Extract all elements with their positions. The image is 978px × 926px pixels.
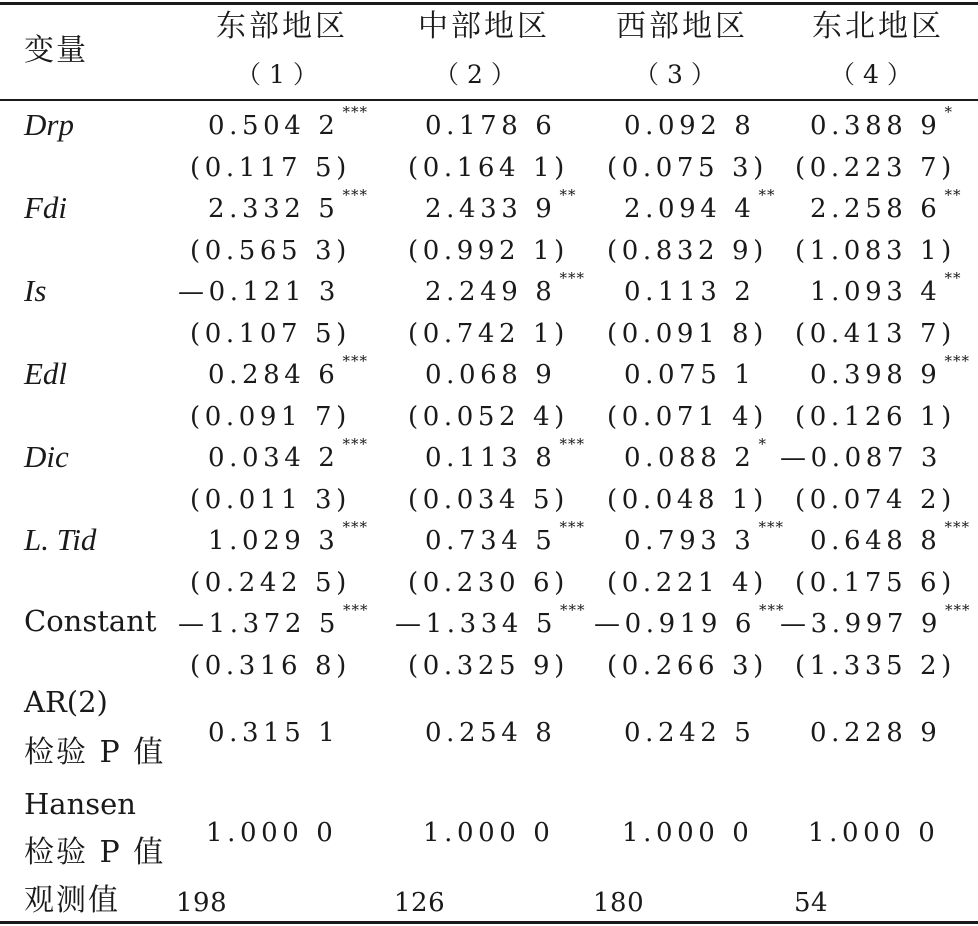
standard-error-value: (0.091 7) xyxy=(190,402,351,432)
coefficient-value: 0.178 6 xyxy=(425,111,557,141)
hansen-p-value: 1.000 0 xyxy=(808,818,940,848)
column-title: 西部地区 xyxy=(616,9,748,44)
standard-error-value: (0.832 9) xyxy=(607,236,768,266)
standard-error-value: (1.335 2) xyxy=(795,651,956,681)
significance-stars: *** xyxy=(342,352,368,370)
significance-stars: ** xyxy=(944,269,962,287)
coefficient-value: 0.092 8 xyxy=(624,111,756,141)
coefficient-value: —0.919 6 xyxy=(594,609,757,639)
column-index: （1） xyxy=(236,60,326,89)
coefficient-value: 0.504 2 xyxy=(208,111,340,141)
significance-stars: ** xyxy=(944,186,962,204)
coefficient-value: 0.075 1 xyxy=(624,360,756,390)
coefficient-value: 2.332 5 xyxy=(208,194,340,224)
coefficient-value: 2.433 9 xyxy=(425,194,557,224)
row-variable-label: Constant xyxy=(24,604,157,638)
coefficient-value: 0.088 2 xyxy=(624,443,756,473)
column-index: （3） xyxy=(634,60,724,89)
coefficient-value: 0.068 9 xyxy=(425,360,557,390)
coefficient-value: 0.734 5 xyxy=(425,526,557,556)
observations-value: 198 xyxy=(176,888,228,918)
significance-stars: *** xyxy=(342,186,368,204)
coefficient-value: 0.793 3 xyxy=(624,526,756,556)
standard-error-value: (0.074 2) xyxy=(795,485,956,515)
significance-stars: *** xyxy=(944,518,970,536)
coefficient-value: 0.388 9 xyxy=(810,111,942,141)
significance-stars: *** xyxy=(342,518,368,536)
standard-error-value: (0.011 3) xyxy=(190,485,351,515)
ar2-label-line1: AR(2) xyxy=(24,685,108,719)
variable-header: 变量 xyxy=(24,33,88,68)
coefficient-value: —1.372 5 xyxy=(178,609,341,639)
significance-stars: *** xyxy=(559,269,585,287)
significance-stars: ** xyxy=(758,186,776,204)
column-title: 中部地区 xyxy=(418,9,550,44)
standard-error-value: (0.091 8) xyxy=(607,319,768,349)
observations-label: 观测值 xyxy=(24,883,120,918)
hansen-p-value: 1.000 0 xyxy=(423,818,555,848)
standard-error-value: (0.034 5) xyxy=(408,485,569,515)
standard-error-value: (0.242 5) xyxy=(190,568,351,598)
coefficient-value: 0.034 2 xyxy=(208,443,340,473)
significance-stars: *** xyxy=(759,601,785,619)
ar2-p-value: 0.242 5 xyxy=(624,718,756,748)
observations-value: 126 xyxy=(394,888,446,918)
hansen-p-value: 1.000 0 xyxy=(206,818,338,848)
ar2-p-value: 0.315 1 xyxy=(208,718,340,748)
standard-error-value: (1.083 1) xyxy=(795,236,956,266)
significance-stars: *** xyxy=(560,601,586,619)
standard-error-value: (0.992 1) xyxy=(408,236,569,266)
standard-error-value: (0.565 3) xyxy=(190,236,351,266)
standard-error-value: (0.742 1) xyxy=(408,319,569,349)
row-variable-label: Edl xyxy=(24,356,68,391)
standard-error-value: (0.117 5) xyxy=(190,153,351,183)
observations-value: 54 xyxy=(794,888,829,918)
coefficient-value: 1.029 3 xyxy=(208,526,340,556)
standard-error-value: (0.075 3) xyxy=(607,153,768,183)
coefficient-value: 0.648 8 xyxy=(810,526,942,556)
coefficient-value: —3.997 9 xyxy=(780,609,943,639)
table-bottom-rule xyxy=(0,921,978,924)
standard-error-value: (0.325 9) xyxy=(408,651,569,681)
coefficient-value: 0.113 2 xyxy=(624,277,756,307)
table-top-rule xyxy=(0,2,978,5)
coefficient-value: 2.258 6 xyxy=(810,194,942,224)
hansen-label-line1: Hansen xyxy=(24,787,136,821)
hansen-label-line2: 检验 P 值 xyxy=(24,835,166,870)
standard-error-value: (0.316 8) xyxy=(190,651,351,681)
standard-error-value: (0.175 6) xyxy=(795,568,956,598)
coefficient-value: —0.121 3 xyxy=(178,277,341,307)
table-header-rule xyxy=(0,99,978,101)
coefficient-value: —1.334 5 xyxy=(395,609,558,639)
significance-stars: *** xyxy=(758,518,784,536)
coefficient-value: 2.094 4 xyxy=(624,194,756,224)
ar2-p-value: 0.254 8 xyxy=(425,718,557,748)
standard-error-value: (0.223 7) xyxy=(795,153,956,183)
standard-error-value: (0.048 1) xyxy=(607,485,768,515)
significance-stars: *** xyxy=(343,601,369,619)
significance-stars: *** xyxy=(945,601,971,619)
row-variable-label: Dic xyxy=(24,439,69,474)
ar2-label-line2: 检验 P 值 xyxy=(24,735,166,770)
standard-error-value: (0.164 1) xyxy=(408,153,569,183)
coefficient-value: 1.093 4 xyxy=(810,277,942,307)
significance-stars: *** xyxy=(342,103,368,121)
standard-error-value: (0.266 3) xyxy=(607,651,768,681)
significance-stars: *** xyxy=(559,518,585,536)
significance-stars: *** xyxy=(342,435,368,453)
coefficient-value: 2.249 8 xyxy=(425,277,557,307)
standard-error-value: (0.221 4) xyxy=(607,568,768,598)
column-title: 东北地区 xyxy=(812,9,944,44)
row-variable-label: Is xyxy=(24,273,47,308)
significance-stars: * xyxy=(758,435,767,453)
column-index: （4） xyxy=(830,60,920,89)
ar2-p-value: 0.228 9 xyxy=(810,718,942,748)
hansen-p-value: 1.000 0 xyxy=(622,818,754,848)
column-title: 东部地区 xyxy=(216,9,348,44)
coefficient-value: 0.398 9 xyxy=(810,360,942,390)
standard-error-value: (0.052 4) xyxy=(408,402,569,432)
standard-error-value: (0.107 5) xyxy=(190,319,351,349)
standard-error-value: (0.413 7) xyxy=(795,319,956,349)
observations-value: 180 xyxy=(593,888,645,918)
standard-error-value: (0.230 6) xyxy=(408,568,569,598)
significance-stars: *** xyxy=(944,352,970,370)
column-index: （2） xyxy=(434,60,524,89)
row-variable-label: L. Tid xyxy=(24,522,97,557)
significance-stars: ** xyxy=(559,186,577,204)
coefficient-value: —0.087 3 xyxy=(780,443,943,473)
standard-error-value: (0.071 4) xyxy=(607,402,768,432)
standard-error-value: (0.126 1) xyxy=(795,402,956,432)
row-variable-label: Drp xyxy=(24,107,74,142)
row-variable-label: Fdi xyxy=(24,190,68,225)
significance-stars: *** xyxy=(559,435,585,453)
coefficient-value: 0.113 8 xyxy=(425,443,557,473)
significance-stars: * xyxy=(944,103,953,121)
coefficient-value: 0.284 6 xyxy=(208,360,340,390)
